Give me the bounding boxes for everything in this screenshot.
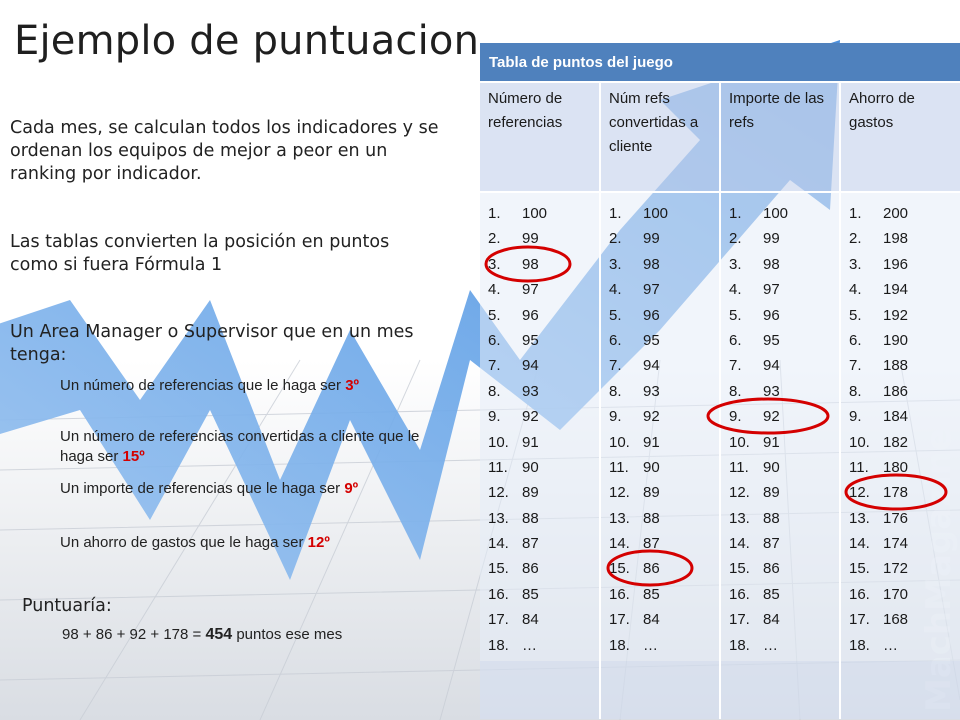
rank-item [729,379,839,404]
points-label: Puntuaría: [22,596,112,616]
rank-item [488,531,599,556]
rank-points: … [763,636,778,654]
rank-position: 6. [488,331,501,349]
rank-item [849,277,960,302]
rank-item [729,582,839,607]
rank-points: 93 [643,382,660,400]
example-intro: Un Area Manager o Supervisor que en un mes tenga: [10,322,414,365]
rank-item [609,607,719,632]
rank-item [609,328,719,353]
rank-points: 99 [522,230,539,248]
rank-points: 180 [883,458,909,476]
rank-position: 1. [729,205,742,222]
rank-points: … [643,636,658,654]
points-column-convertidas [600,192,720,661]
rank-position: 8. [849,382,862,400]
rank-item [488,303,599,328]
rank-item [609,277,719,302]
rank-points: 198 [883,230,909,248]
rank-points: 168 [883,611,909,629]
rank-position: 15. [849,560,870,578]
rank-item [488,252,599,277]
rank-position: 16. [488,585,509,603]
rank-points: 178 [883,484,909,502]
rank-points: 88 [522,509,539,527]
rank-item [849,556,960,581]
rank-position: 3. [609,255,622,273]
rank-position: 14. [488,535,509,553]
table-title: Tabla de puntos del juego [480,43,960,82]
rank-position: 7. [849,357,862,375]
rank-points: 90 [763,458,780,476]
rank-item [729,303,839,328]
rank-item [849,582,960,607]
rank-points: 190 [883,331,909,349]
rank-points: 200 [883,205,909,222]
rank-item [729,556,839,581]
rank-points: 90 [522,458,539,476]
rank-points: 85 [522,585,539,603]
rank-item [849,607,960,632]
rank-item [609,633,719,658]
condition-rank: 15º [122,448,145,465]
rank-position: 15. [488,560,509,578]
rank-points: 97 [643,281,660,299]
rank-position: 2. [849,230,862,248]
rank-item [849,480,960,505]
rank-item [849,226,960,251]
rank-item [609,252,719,277]
rank-position: 18. [488,636,509,654]
rank-item [849,633,960,658]
formula-suffix: puntos ese mes [236,626,343,643]
column-header: Número de referencias [480,82,600,192]
rank-points: 97 [763,281,780,299]
rank-points: 98 [763,255,780,273]
rank-points: 87 [763,535,780,553]
points-column-ahorro [840,192,960,661]
rank-position: 13. [729,509,750,527]
rank-item [609,303,719,328]
rank-item [488,226,599,251]
rank-points: … [522,636,537,654]
rank-points: 91 [643,433,660,451]
rank-position: 6. [609,331,622,349]
rank-points: 93 [763,382,780,400]
column-header: Núm refs convertidas a cliente [600,82,720,192]
condition-text: Un ahorro de gastos que le haga ser [60,534,304,551]
rank-position: 12. [729,484,750,502]
rank-position: 5. [729,306,742,324]
points-column-importe [720,192,840,661]
rank-position: 13. [488,509,509,527]
rank-item [609,556,719,581]
rank-position: 16. [729,585,750,603]
rank-points: 94 [763,357,780,375]
formula-total: 454 [205,626,233,643]
rank-item [488,506,599,531]
rank-position: 1. [849,205,862,222]
rank-position: 4. [729,281,742,299]
rank-points: 89 [763,484,780,502]
rank-points: 86 [522,560,539,578]
rank-item [488,430,599,455]
rank-points: 92 [522,408,539,426]
rank-points: 100 [763,205,789,222]
rank-item [849,252,960,277]
rank-position: 14. [729,535,750,553]
rank-item [488,404,599,429]
rank-position: 9. [849,408,862,426]
condition-referencias [60,376,450,396]
rank-position: 8. [729,382,742,400]
rank-item [729,607,839,632]
rank-item [488,328,599,353]
rank-position: 2. [488,230,501,248]
rank-position: 4. [849,281,862,299]
rank-position: 15. [609,560,630,578]
rank-item [729,226,839,251]
rank-item [729,455,839,480]
rank-position: 15. [729,560,750,578]
rank-position: 16. [849,585,870,603]
rank-points: 92 [643,408,660,426]
rank-item [849,353,960,378]
condition-rank: 12º [307,534,330,551]
rank-item [609,506,719,531]
rank-points: 90 [643,458,660,476]
rank-position: 2. [609,230,622,248]
rank-item [609,582,719,607]
rank-position: 13. [849,509,870,527]
rank-position: 3. [729,255,742,273]
condition-rank: 9º [344,480,359,497]
rank-position: 1. [609,205,622,222]
rank-item [849,455,960,480]
rank-points: 100 [643,205,669,222]
rank-position: 10. [729,433,750,451]
rank-item [488,607,599,632]
rank-points: 96 [643,306,660,324]
rank-points: 87 [522,535,539,553]
rank-points: 99 [643,230,660,248]
page-title: Ejemplo de puntuacion [14,18,480,64]
rank-points: 96 [763,306,780,324]
rank-item [729,252,839,277]
rank-item [729,328,839,353]
rank-position: 5. [609,306,622,324]
rank-item [609,430,719,455]
points-column-referencias [480,192,600,661]
rank-points: 96 [522,306,539,324]
rank-points: 99 [763,230,780,248]
rank-points: 88 [763,509,780,527]
rank-item [609,531,719,556]
rank-item [729,480,839,505]
rank-points: … [883,636,898,654]
empty-cell [480,661,600,719]
condition-convertidas [60,427,440,467]
rank-points: 85 [643,585,660,603]
condition-ahorro [60,533,460,553]
rank-position: 10. [849,433,870,451]
rank-points: 91 [522,433,539,451]
rank-points: 184 [883,408,909,426]
rank-points: 86 [643,560,660,578]
rank-position: 3. [849,255,862,273]
rank-points: 88 [643,509,660,527]
rank-position: 9. [488,408,501,426]
rank-position: 6. [849,331,862,349]
rank-item [729,506,839,531]
rank-points: 170 [883,585,909,603]
rank-points: 196 [883,255,909,273]
rank-item [488,556,599,581]
rank-points: 91 [763,433,780,451]
rank-item [488,379,599,404]
empty-cell [720,661,840,719]
rank-points: 172 [883,560,909,578]
rank-position: 11. [488,458,508,476]
rank-position: 17. [849,611,870,629]
column-header: Importe de las refs [720,82,840,192]
rank-position: 12. [849,484,870,502]
rank-position: 4. [488,281,501,299]
rank-item [849,379,960,404]
rank-position: 16. [609,585,630,603]
rank-item [488,582,599,607]
rank-position: 2. [729,230,742,248]
rank-position: 7. [609,357,622,375]
rank-position: 9. [609,408,622,426]
rank-item [609,404,719,429]
rank-points: 182 [883,433,909,451]
formula-expression: 98 + 86 + 92 + 178 = [62,626,202,643]
rank-item [609,201,719,226]
rank-position: 12. [488,484,509,502]
rank-points: 84 [522,611,539,629]
empty-cell [600,661,720,719]
condition-text: Un número de referencias que le haga ser [60,377,342,394]
rank-points: 93 [522,382,539,400]
rank-points: 92 [763,408,780,426]
rank-position: 14. [849,535,870,553]
rank-points: 84 [763,611,780,629]
rank-item [609,480,719,505]
rank-item [609,353,719,378]
points-formula [62,626,342,644]
rank-points: 194 [883,281,909,299]
rank-points: 95 [522,331,539,349]
rank-points: 95 [763,331,780,349]
rank-item [729,531,839,556]
rank-item [849,303,960,328]
rank-points: 192 [883,306,909,324]
rank-position: 11. [849,458,869,476]
rank-points: 89 [522,484,539,502]
rank-position: 17. [609,611,630,629]
points-table [480,43,960,719]
rank-item [729,353,839,378]
rank-item [849,404,960,429]
rank-item [849,430,960,455]
rank-item [609,379,719,404]
rank-position: 10. [609,433,630,451]
rank-item [849,506,960,531]
rank-position: 9. [729,408,742,426]
rank-item [488,277,599,302]
rank-position: 12. [609,484,630,502]
rank-points: 89 [643,484,660,502]
rank-points: 188 [883,357,909,375]
rank-item [609,455,719,480]
rank-position: 18. [729,636,750,654]
rank-item [488,480,599,505]
rank-points: 94 [522,357,539,375]
rank-position: 14. [609,535,630,553]
rank-position: 13. [609,509,630,527]
rank-position: 8. [609,382,622,400]
rank-position: 4. [609,281,622,299]
rank-position: 10. [488,433,509,451]
rank-points: 174 [883,535,909,553]
rank-position: 11. [609,458,629,476]
rank-points: 95 [643,331,660,349]
rank-points: 97 [522,281,539,299]
rank-points: 87 [643,535,660,553]
condition-text: Un importe de referencias que le haga ser [60,480,341,497]
rank-position: 7. [488,357,501,375]
rank-position: 18. [609,636,630,654]
rank-item [729,277,839,302]
rank-position: 5. [488,306,501,324]
rank-points: 86 [763,560,780,578]
condition-importe [60,479,450,499]
rank-points: 176 [883,509,909,527]
rank-item [609,226,719,251]
rank-item [729,430,839,455]
rank-position: 3. [488,255,501,273]
rank-points: 98 [643,255,660,273]
condition-rank: 3º [345,377,360,394]
rank-position: 17. [488,611,509,629]
rank-position: 8. [488,382,501,400]
rank-item [729,404,839,429]
rank-points: 84 [643,611,660,629]
rank-position: 7. [729,357,742,375]
rank-item [849,201,960,226]
rank-points: 100 [522,205,548,222]
intro-paragraph: Cada mes, se calculan todos los indicadores y se ordenan los equipos de mejor a peor en un ranking por indicador. [10,118,439,184]
rank-position: 18. [849,636,870,654]
table-explanation: Las tablas convierten la posición en puntos como si fuera Fórmula 1 [10,232,390,275]
column-header: Ahorro de gastos [840,82,960,192]
rank-points: 85 [763,585,780,603]
rank-position: 11. [729,458,749,476]
rank-position: 5. [849,306,862,324]
rank-item [849,531,960,556]
condition-text: Un número de referencias convertidas a cliente que le haga ser [60,428,420,465]
rank-item [729,633,839,658]
rank-position: 17. [729,611,750,629]
rank-item [488,353,599,378]
rank-item [488,201,599,226]
rank-item [488,455,599,480]
rank-position: 1. [488,205,501,222]
rank-item [729,201,839,226]
rank-points: 186 [883,382,909,400]
empty-cell [840,661,960,719]
rank-points: 98 [522,255,539,273]
rank-points: 94 [643,357,660,375]
rank-item [488,633,599,658]
rank-item [849,328,960,353]
rank-position: 6. [729,331,742,349]
